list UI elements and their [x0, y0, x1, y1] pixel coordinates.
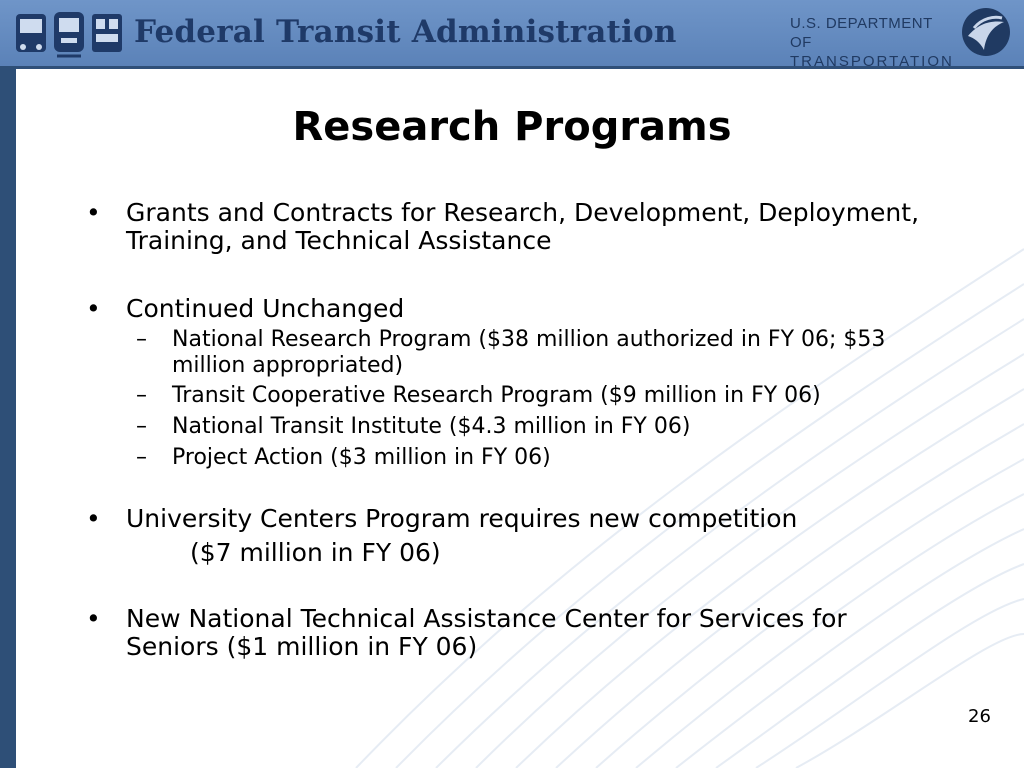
- bullet-mark: •: [86, 604, 101, 633]
- bullet-text: Grants and Contracts for Research, Development, Deployment, Training, and Technical Assistance: [126, 198, 920, 255]
- sub-bullet-mark: –: [136, 383, 147, 408]
- bullet-text: New National Technical Assistance Center for Services for Seniors ($1 million in FY 06): [126, 604, 847, 661]
- bullet-mark: •: [86, 294, 101, 323]
- agency-title: Federal Transit Administration: [134, 14, 677, 50]
- dot-line-2: TRANSPORTATION: [790, 53, 954, 70]
- train-icon: [54, 12, 84, 56]
- sub-bullet-tcrp: [86, 383, 946, 409]
- sub-bullet-text: National Transit Institute ($4.3 million in FY 06): [172, 414, 691, 439]
- sub-bullet-nti: [86, 414, 946, 440]
- bullet-text: Continued Unchanged: [126, 294, 405, 323]
- sub-bullet-text: Transit Cooperative Research Program ($9 million in FY 06): [172, 383, 821, 408]
- page-number: 26: [968, 706, 991, 727]
- dot-seal-icon: [960, 6, 1012, 58]
- slide-body: [86, 199, 946, 661]
- fta-logo: [14, 10, 124, 58]
- left-accent-bar: [0, 66, 16, 768]
- ferry-icon: [92, 14, 122, 52]
- bullet-university: [86, 505, 946, 533]
- bullet-continuation: [86, 539, 946, 567]
- header-banner: [0, 0, 1024, 69]
- dot-wordmark: [790, 14, 954, 71]
- bus-icon: [16, 14, 46, 52]
- sub-bullet-mark: –: [136, 414, 147, 439]
- sub-bullet-project-action: [86, 445, 946, 471]
- bullet-mark: •: [86, 198, 101, 227]
- sub-bullet-mark: –: [136, 327, 147, 352]
- slide-title: Research Programs: [292, 104, 732, 150]
- sub-bullet-text: Project Action ($3 million in FY 06): [172, 445, 551, 470]
- sub-bullet-nrp: [86, 327, 946, 379]
- dot-line-1: U.S. DEPARTMENT OF: [790, 15, 933, 51]
- bullet-mark: •: [86, 504, 101, 533]
- bullet-grants: [86, 199, 946, 255]
- sub-bullet-text: National Research Program ($38 million authorized in FY 06; $53 million appropriated): [172, 327, 886, 378]
- continuation-text: ($7 million in FY 06): [190, 538, 441, 567]
- sub-bullet-mark: –: [136, 445, 147, 470]
- bullet-text: University Centers Program requires new competition: [126, 504, 798, 533]
- bullet-seniors: [86, 605, 946, 661]
- bullet-continued: [86, 295, 946, 323]
